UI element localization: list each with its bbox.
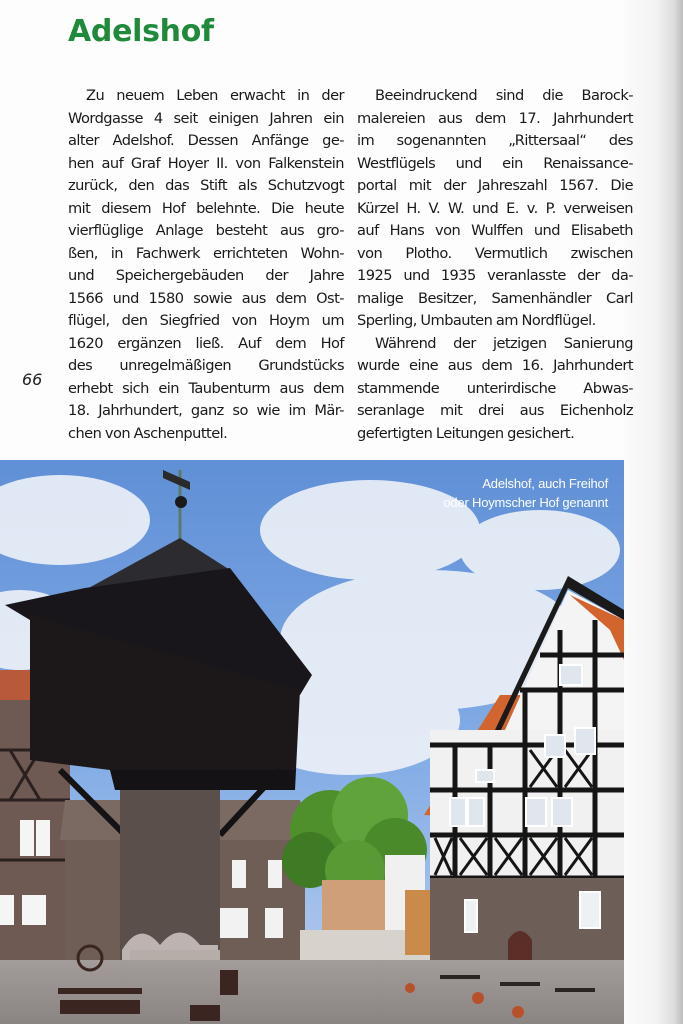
text-line: alter Adelshof. Dessen Anfänge ge- xyxy=(68,132,344,149)
page-title: Adelshof xyxy=(68,14,214,49)
text-line: Während der jetzigen Sanierung xyxy=(375,334,633,352)
text-line: vierflüglige Anlage besteht aus gro- xyxy=(68,222,344,239)
text-line: hen auf Graf Hoyer II. von Falkenstein xyxy=(68,154,344,172)
text-line: stammende unterirdische Abwas- xyxy=(357,379,633,397)
text-line: zurück, den das Stift als Schutzvogt xyxy=(68,177,344,194)
text-line: Beeindruckend sind die Barock- xyxy=(375,87,633,104)
text-column-left xyxy=(68,85,344,445)
text-line: seranlage mit drei aus Eichenholz xyxy=(357,402,633,419)
photo-illustration xyxy=(0,460,624,1024)
photo-caption xyxy=(443,474,608,512)
text-line: gefertigten Leitungen gesichert. xyxy=(357,424,575,442)
text-line: ßen, in Fachwerk errichteten Wohn- xyxy=(68,244,344,262)
text-line: mit diesem Hof belehnte. Die heute xyxy=(68,199,344,217)
text-line: flügel, den Siegfried von Hoym um xyxy=(68,312,344,329)
text-line: Westflügels und ein Renaissance- xyxy=(357,154,633,172)
text-line: auf Hans von Wulffen und Elisabeth xyxy=(357,222,633,239)
text-line: erhebt sich ein Taubenturm aus dem xyxy=(68,379,344,397)
text-line: Sperling, Umbauten am Nordflügel. xyxy=(357,312,596,329)
text-line: Kürzel H. V. W. und E. v. P. verweisen xyxy=(357,199,633,217)
text-line: 18. Jahrhundert, ganz so wie im Mär- xyxy=(68,402,344,419)
text-line: portal mit der Jahreszahl 1567. Die xyxy=(357,177,633,194)
text-line: 1620 ergänzen ließ. Auf dem Hof xyxy=(68,334,344,352)
text-line: malige Besitzer, Samenhändler Carl xyxy=(357,289,633,307)
text-line: malereien aus dem 17. Jahrhundert xyxy=(357,109,633,127)
text-column-right xyxy=(357,85,633,445)
text-line: Zu neuem Leben erwacht in der xyxy=(86,87,344,104)
text-line: von Plotho. Vermutlich zwischen xyxy=(357,244,633,262)
text-line: 1925 und 1935 veranlasste der da- xyxy=(357,267,633,284)
text-line: und Speichergebäuden der Jahre xyxy=(68,267,344,284)
text-line: chen von Aschenputtel. xyxy=(68,424,228,442)
courtyard-photo xyxy=(0,460,624,1024)
caption-line: oder Hoymscher Hof genannt xyxy=(443,495,608,510)
text-line: 1566 und 1580 sowie aus dem Ost- xyxy=(68,289,344,307)
text-line: Wordgasse 4 seit einigen Jahren ein xyxy=(68,109,344,127)
text-line: im sogenannten „Rittersaal“ des xyxy=(357,132,633,149)
text-line: wurde eine aus dem 16. Jahrhundert xyxy=(357,357,633,374)
page-number: 66 xyxy=(22,370,43,389)
caption-line: Adelshof, auch Freihof xyxy=(482,476,608,491)
text-line: des unregelmäßigen Grundstücks xyxy=(68,357,344,374)
